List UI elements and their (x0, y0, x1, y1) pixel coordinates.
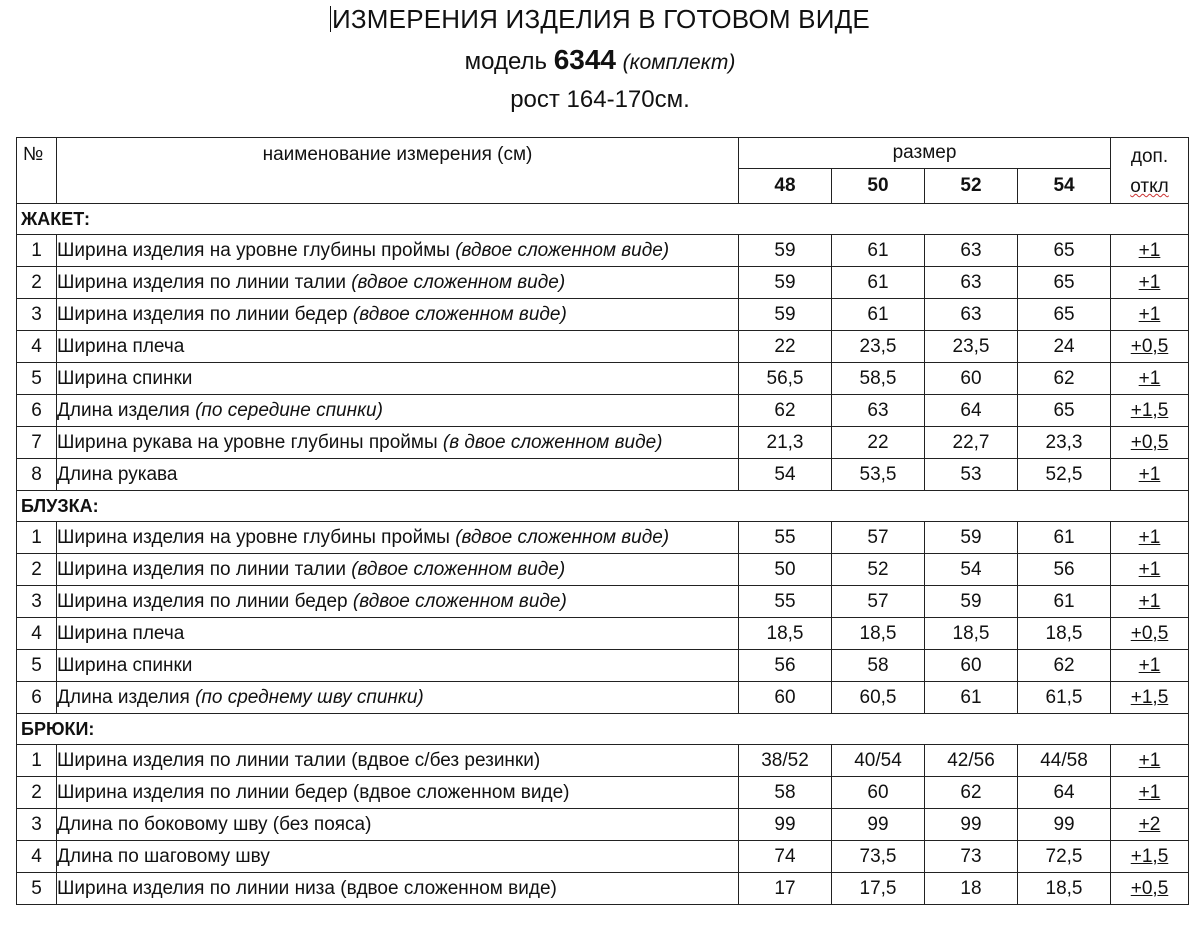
size-value: 60 (739, 682, 832, 714)
tolerance-cell (1111, 299, 1189, 331)
tolerance-cell (1111, 809, 1189, 841)
size-value: 22 (832, 427, 925, 459)
measurement-label: Длина по шаговому шву (57, 845, 270, 867)
size-value: 62 (739, 395, 832, 427)
tolerance-cell (1111, 650, 1189, 682)
measurement-name (57, 745, 739, 777)
row-number: 3 (17, 809, 57, 841)
model-number: 6344 (553, 44, 616, 75)
model-suffix: (комплект) (622, 51, 736, 74)
size-value: 59 (739, 235, 832, 267)
size-value: 55 (739, 586, 832, 618)
size-value: 52,5 (1018, 459, 1111, 491)
measurement-label: Ширина изделия по линии бедер (57, 590, 348, 612)
size-value: 63 (925, 299, 1018, 331)
size-value: 56 (1018, 554, 1111, 586)
table-row (17, 586, 1189, 618)
size-value: 60 (925, 363, 1018, 395)
tolerance-value: +0,5 (1130, 877, 1169, 899)
tolerance-cell (1111, 267, 1189, 299)
table-row (17, 618, 1189, 650)
size-value: 59 (739, 267, 832, 299)
row-number: 1 (17, 235, 57, 267)
size-value: 62 (1018, 650, 1111, 682)
measurement-label: Ширина рукава на уровне глубины проймы (57, 431, 438, 453)
size-value: 18,5 (1018, 618, 1111, 650)
size-value: 56 (739, 650, 832, 682)
size-value: 99 (1018, 809, 1111, 841)
header-name: наименование измерения (см) (57, 138, 739, 204)
size-value: 61 (832, 267, 925, 299)
size-value: 73 (925, 841, 1018, 873)
header-size: размер (739, 138, 1111, 169)
tolerance-cell (1111, 586, 1189, 618)
size-48: 48 (739, 169, 832, 204)
size-value: 63 (925, 235, 1018, 267)
row-number: 2 (17, 554, 57, 586)
tolerance-value: +1 (1138, 271, 1161, 293)
row-number: 4 (17, 618, 57, 650)
header-num: № (17, 138, 57, 204)
table-row (17, 650, 1189, 682)
size-value: 74 (739, 841, 832, 873)
size-value: 60 (925, 650, 1018, 682)
tolerance-value: +0,5 (1130, 622, 1169, 644)
tolerance-cell (1111, 618, 1189, 650)
size-value: 53 (925, 459, 1018, 491)
size-value: 64 (925, 395, 1018, 427)
tolerance-cell (1111, 331, 1189, 363)
row-number: 6 (17, 682, 57, 714)
size-value: 54 (739, 459, 832, 491)
size-value: 65 (1018, 235, 1111, 267)
size-value: 63 (925, 267, 1018, 299)
tolerance-value: +1 (1138, 367, 1161, 389)
size-value: 60 (832, 777, 925, 809)
size-value: 18,5 (739, 618, 832, 650)
row-number: 6 (17, 395, 57, 427)
size-value: 99 (832, 809, 925, 841)
measurement-note: (вдвое сложенном виде) (455, 526, 670, 548)
section-row (17, 714, 1189, 745)
measurement-label: Ширина спинки (57, 367, 193, 389)
row-number: 4 (17, 331, 57, 363)
measurement-name (57, 331, 739, 363)
tolerance-value: +1 (1138, 781, 1161, 803)
measurement-name (57, 554, 739, 586)
measurement-name (57, 459, 739, 491)
measurement-note: (в двое сложенном виде) (442, 431, 663, 453)
size-value: 22 (739, 331, 832, 363)
size-value: 65 (1018, 395, 1111, 427)
size-value: 18,5 (832, 618, 925, 650)
row-number: 1 (17, 745, 57, 777)
tolerance-cell (1111, 395, 1189, 427)
size-value: 73,5 (832, 841, 925, 873)
row-number: 3 (17, 299, 57, 331)
measurement-name (57, 235, 739, 267)
measurement-label: Ширина плеча (57, 335, 185, 357)
model-line (0, 44, 1200, 76)
size-value: 17,5 (832, 873, 925, 905)
row-number: 5 (17, 363, 57, 395)
tolerance-cell (1111, 522, 1189, 554)
tolerance-cell (1111, 841, 1189, 873)
table-row (17, 841, 1189, 873)
tolerance-value: +1 (1138, 463, 1161, 485)
size-value: 53,5 (832, 459, 925, 491)
size-value: 61 (832, 235, 925, 267)
table-row (17, 522, 1189, 554)
size-value: 65 (1018, 299, 1111, 331)
section-title: ЖАКЕТ: (17, 204, 1189, 235)
table-row (17, 809, 1189, 841)
size-value: 42/56 (925, 745, 1018, 777)
size-value: 21,3 (739, 427, 832, 459)
size-value: 59 (925, 522, 1018, 554)
size-value: 58 (832, 650, 925, 682)
section-title: БЛУЗКА: (17, 491, 1189, 522)
size-value: 50 (739, 554, 832, 586)
size-52: 52 (925, 169, 1018, 204)
table-row (17, 554, 1189, 586)
measurement-name (57, 873, 739, 905)
measurement-label: Ширина изделия на уровне глубины проймы (57, 239, 450, 261)
size-value: 23,5 (832, 331, 925, 363)
measurement-label: Ширина изделия по линии бедер (57, 303, 348, 325)
size-value: 22,7 (925, 427, 1018, 459)
size-value: 58,5 (832, 363, 925, 395)
measurement-label: Ширина изделия по линии талии (57, 558, 346, 580)
table-row (17, 363, 1189, 395)
measurement-name (57, 682, 739, 714)
measurement-label: Длина рукава (57, 463, 178, 485)
table-row (17, 395, 1189, 427)
tolerance-cell (1111, 427, 1189, 459)
measurement-label: Ширина изделия по линии низа (вдвое сложенном виде) (57, 877, 557, 899)
tolerance-cell (1111, 554, 1189, 586)
size-value: 99 (739, 809, 832, 841)
measurement-name (57, 522, 739, 554)
table-row (17, 682, 1189, 714)
tolerance-value: +1 (1138, 654, 1161, 676)
measurement-label: Ширина спинки (57, 654, 193, 676)
tolerance-cell (1111, 459, 1189, 491)
size-value: 18,5 (1018, 873, 1111, 905)
size-value: 18,5 (925, 618, 1018, 650)
measurement-label: Длина по боковому шву (без пояса) (57, 813, 372, 835)
text-cursor (330, 6, 331, 32)
size-value: 17 (739, 873, 832, 905)
tolerance-cell (1111, 777, 1189, 809)
size-value: 24 (1018, 331, 1111, 363)
tolerance-value: +1 (1138, 590, 1161, 612)
measurement-name (57, 841, 739, 873)
size-value: 55 (739, 522, 832, 554)
size-value: 62 (925, 777, 1018, 809)
measurement-name (57, 618, 739, 650)
measurement-name (57, 586, 739, 618)
size-value: 52 (832, 554, 925, 586)
measurement-label: Ширина изделия по линии бедер (вдвое сложенном виде) (57, 781, 570, 803)
measurement-note: (вдвое сложенном виде) (455, 239, 670, 261)
row-number: 2 (17, 777, 57, 809)
table-row (17, 331, 1189, 363)
table-row (17, 745, 1189, 777)
tolerance-value: +1 (1138, 239, 1161, 261)
size-value: 40/54 (832, 745, 925, 777)
measurement-name (57, 363, 739, 395)
size-50: 50 (832, 169, 925, 204)
size-value: 63 (832, 395, 925, 427)
model-prefix: модель (464, 48, 548, 75)
measurement-name (57, 299, 739, 331)
size-value: 59 (925, 586, 1018, 618)
tolerance-value: +1,5 (1130, 845, 1169, 867)
tolerance-value: +1,5 (1130, 399, 1169, 421)
table-row (17, 299, 1189, 331)
size-value: 57 (832, 586, 925, 618)
size-value: 54 (925, 554, 1018, 586)
tolerance-cell (1111, 682, 1189, 714)
size-value: 61 (925, 682, 1018, 714)
size-value: 58 (739, 777, 832, 809)
size-value: 23,3 (1018, 427, 1111, 459)
measurement-name (57, 650, 739, 682)
size-value: 99 (925, 809, 1018, 841)
size-value: 61,5 (1018, 682, 1111, 714)
tolerance-value: +1 (1138, 526, 1161, 548)
tolerance-value: +1 (1138, 558, 1161, 580)
measurement-note: (вдвое сложенном виде) (351, 558, 566, 580)
row-number: 4 (17, 841, 57, 873)
row-number: 5 (17, 873, 57, 905)
measurement-label: Ширина изделия по линии талии (вдвое с/без резинки) (57, 749, 541, 771)
size-value: 61 (1018, 586, 1111, 618)
size-value: 60,5 (832, 682, 925, 714)
size-value: 56,5 (739, 363, 832, 395)
size-value: 57 (832, 522, 925, 554)
measurement-label: Ширина изделия на уровне глубины проймы (57, 526, 450, 548)
tolerance-value: +1 (1138, 749, 1161, 771)
measurement-label: Длина изделия (57, 686, 190, 708)
measurement-name (57, 395, 739, 427)
row-number: 7 (17, 427, 57, 459)
measurement-name (57, 809, 739, 841)
tolerance-cell (1111, 363, 1189, 395)
row-number: 8 (17, 459, 57, 491)
row-number: 5 (17, 650, 57, 682)
tolerance-value: +0,5 (1130, 431, 1169, 453)
row-number: 2 (17, 267, 57, 299)
size-value: 61 (1018, 522, 1111, 554)
tolerance-value: +0,5 (1130, 335, 1169, 357)
size-54: 54 (1018, 169, 1111, 204)
size-value: 61 (832, 299, 925, 331)
title-text: ИЗМЕРЕНИЯ ИЗДЕЛИЯ В ГОТОВОМ ВИДЕ (332, 4, 870, 34)
document-title (0, 4, 1200, 35)
tolerance-value: +1 (1138, 303, 1161, 325)
size-value: 72,5 (1018, 841, 1111, 873)
table-row (17, 459, 1189, 491)
height-line: рост 164-170см. (510, 86, 690, 113)
measurement-note: (вдвое сложенном виде) (352, 303, 567, 325)
table-row (17, 267, 1189, 299)
tolerance-label-1: доп. (1130, 146, 1169, 167)
section-row (17, 491, 1189, 522)
size-value: 38/52 (739, 745, 832, 777)
header-tolerance (1111, 138, 1189, 204)
tolerance-value: +1,5 (1130, 686, 1169, 708)
size-value: 59 (739, 299, 832, 331)
measurements-table (16, 137, 1189, 905)
measurement-note: (вдвое сложенном виде) (352, 590, 567, 612)
tolerance-cell (1111, 235, 1189, 267)
section-row (17, 204, 1189, 235)
measurement-name (57, 777, 739, 809)
measurement-note: (по середине спинки) (195, 399, 383, 421)
tolerance-value: +2 (1138, 813, 1161, 835)
size-value: 44/58 (1018, 745, 1111, 777)
measurement-name (57, 267, 739, 299)
table-row (17, 235, 1189, 267)
measurement-name (57, 427, 739, 459)
tolerance-label-2: откл (1130, 176, 1169, 197)
tolerance-cell (1111, 745, 1189, 777)
measurement-label: Ширина плеча (57, 622, 185, 644)
section-title: БРЮКИ: (17, 714, 1189, 745)
table-row (17, 427, 1189, 459)
row-number: 3 (17, 586, 57, 618)
measurement-label: Длина изделия (57, 399, 190, 421)
measurement-note: (по среднему шву спинки) (195, 686, 424, 708)
measurement-note: (вдвое сложенном виде) (351, 271, 566, 293)
size-value: 64 (1018, 777, 1111, 809)
size-value: 62 (1018, 363, 1111, 395)
size-value: 18 (925, 873, 1018, 905)
measurement-label: Ширина изделия по линии талии (57, 271, 346, 293)
size-value: 65 (1018, 267, 1111, 299)
size-value: 23,5 (925, 331, 1018, 363)
tolerance-cell (1111, 873, 1189, 905)
row-number: 1 (17, 522, 57, 554)
table-row (17, 873, 1189, 905)
table-row (17, 777, 1189, 809)
